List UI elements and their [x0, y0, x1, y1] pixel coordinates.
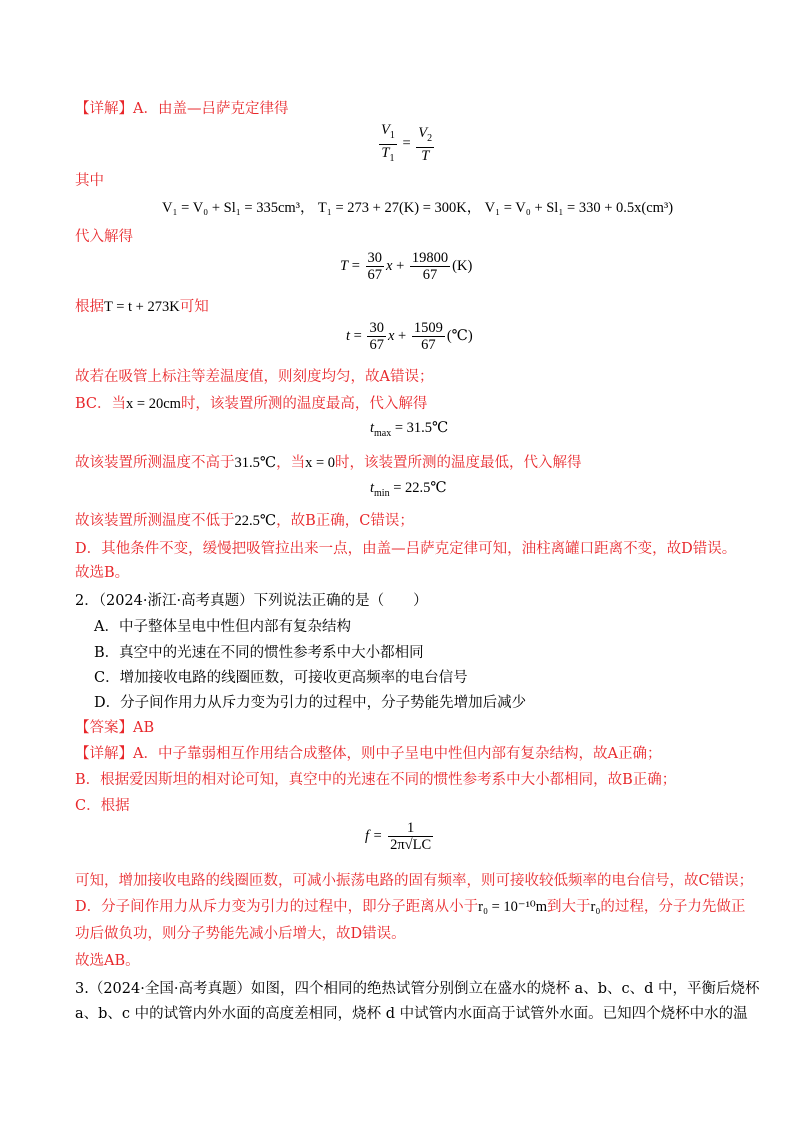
- conclusion-a: 故若在吸管上标注等差温度值，则刻度均匀，故A错误；: [75, 369, 434, 385]
- q2-detail-c: C．根据: [75, 798, 130, 814]
- q2-option-a: A．中子整体呈电中性但内部有复杂结构: [94, 619, 351, 635]
- q2-detail-b: B．根据爱因斯坦的相对论可知，真空中的光速在不同的惯性参考系中大小都相同，故B正确；: [75, 772, 677, 788]
- question-2-stem: 2．（2024·浙江·高考真题）下列说法正确的是（ ）: [75, 593, 428, 609]
- temperature-t-equation: t = $\frac{30}{67}$ x + $\frac{1509}{67}$ (℃): [346, 320, 473, 353]
- q2-answer: 【答案】AB: [75, 720, 155, 736]
- q2-kezhi: 可知，增加接收电路的线圈匝数，可减小振荡电路的固有频率，则可接收较低频率的电台信号，故C错误；: [75, 873, 754, 889]
- q2-option-c: C．增加接收电路的线圈匝数，可接收更高频率的电台信号: [94, 670, 468, 686]
- question-3-line-2: a、b、c 中的试管内外水面的高度差相同，烧杯 d 中试管内水面高于试管外水面。已知四个烧杯中水的温: [75, 1006, 748, 1022]
- detail-heading-1: 【详解】A．由盖—吕萨克定律得: [75, 101, 289, 117]
- temperature-T-equation: T = $\frac{30}{67}$ x + $\frac{19800}{67}$ (K): [340, 250, 473, 283]
- q2-detail-a: 【详解】A．中子靠弱相互作用结合成整体，则中子呈电中性但内部有复杂结构，故A正确；: [75, 746, 662, 762]
- conclusion-max: 故该装置所测温度不高于31.5℃，当x = 0时，该装置所测的温度最低，代入解得: [75, 455, 582, 471]
- answer-choice-1: 故选B。: [75, 565, 130, 581]
- gay-lussac-equation: $\frac{V_1}{T_1}$ = $\frac{V_2}{T}$: [381, 122, 433, 164]
- q2-detail-d-cont: 功后做负功，则分子势能先减小后增大，故D错误。: [75, 926, 406, 942]
- q2-detail-d: D．分子间作用力从斥力变为引力的过程中，即分子距离从小于r₀ = 10⁻¹⁰m到大于r₀的过程，分子力先做正: [75, 899, 746, 915]
- given-values-equation: V₁ = V₀ + Sl₁ = 335cm³， T₁ = 273 + 27(K) = 300K， V₁ = V₀ + Sl₁ = 330 + 0.5x(cm³): [162, 200, 674, 216]
- q2-option-d: D．分子间作用力从斥力变为引力的过程中，分子势能先增加后减少: [94, 695, 527, 711]
- tmax-equation: $t_{max}$ = 31.5℃: [370, 420, 449, 439]
- text-daijie-1: 代入解得: [75, 229, 133, 245]
- conclusion-min: 故该装置所测温度不低于22.5℃，故B正确，C错误；: [75, 513, 414, 529]
- question-3-line-1: 3.（2024·全国·高考真题）如图，四个相同的绝热试管分别倒立在盛水的烧杯 a、b、c、d 中，平衡后烧杯: [75, 981, 760, 997]
- conclusion-d: D．其他条件不变，缓慢把吸管拉出来一点，由盖—吕萨克定律可知，油柱离罐口距离不变，故D错误。: [75, 541, 737, 557]
- q2-answer-choice: 故选AB。: [75, 953, 140, 969]
- genju-line: 根据T = t + 273K可知: [75, 299, 209, 315]
- tmin-equation: $t_{min}$ = 22.5℃: [370, 480, 447, 499]
- frequency-equation: f = $\frac{1}{2\pi√LC}$: [365, 820, 432, 853]
- q2-option-b: B．真空中的光速在不同的惯性参考系中大小都相同: [94, 645, 424, 661]
- bc-line: BC．当x = 20cm时，该装置所测的温度最高，代入解得: [75, 396, 428, 412]
- text-qizhong: 其中: [75, 173, 104, 189]
